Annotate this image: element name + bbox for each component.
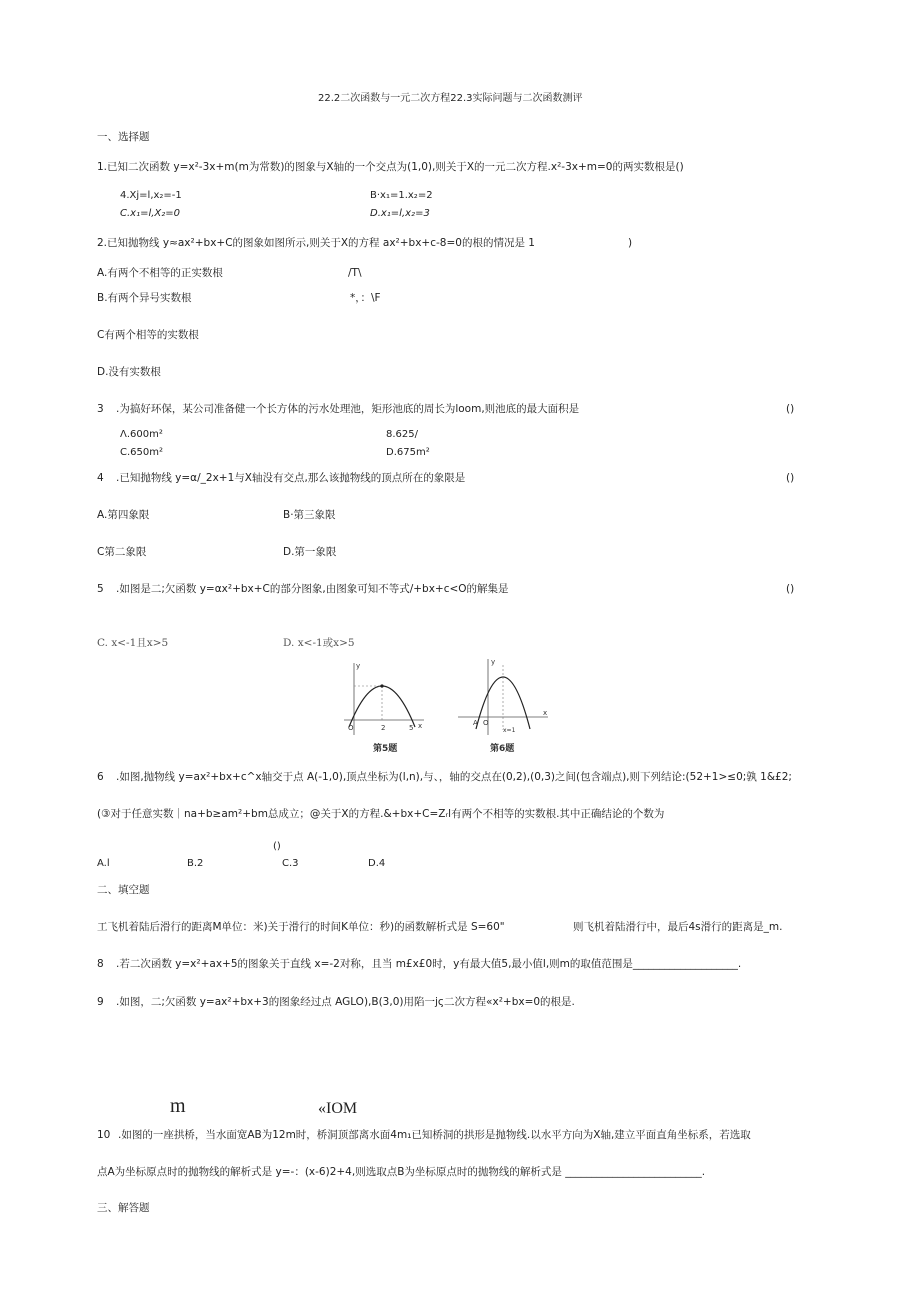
question-1-option-a: 4.Xj=l,x₂=-1 — [120, 190, 182, 201]
question-6-stem-line-2: (③对于任意实数｜na+b≥am²+bm总成立；@关于X的方程.&+bx+C=Zᵣl有两个不相等的实数根.其中正确结论的个数为 — [97, 808, 665, 820]
question-8-stem: .若二次函数 y=x²+ax+5的图象关于直线 x=-2对称，且当 m£x£0时，y有最大值5,最小值l,则m的取值范围是____________________. — [116, 958, 742, 970]
question-6-option-c: C.3 — [282, 858, 299, 869]
question-4-option-c: C第二象限 — [97, 546, 147, 558]
question-9-number: 9 — [97, 996, 104, 1008]
question-2-figure-fragment-1: /T\ — [348, 267, 362, 279]
figure-q6-label-axis: x=1 — [503, 727, 516, 734]
figure-q6-caption: 第6题 — [490, 744, 515, 754]
question-10-stem: .如图的一座拱桥，当水面宽AB为12m时，桥洞顶部离水面4m₁已知桥洞的拱形是抛物线.以水平方向为X轴,建立平面直角坐标系，若选取 — [118, 1129, 751, 1141]
figure-q5-label-origin: O — [348, 724, 354, 732]
figure-q6-label-y: y — [491, 658, 496, 666]
question-6-option-d: D.4 — [368, 858, 386, 869]
question-7-stem-tail: 则飞机着陆滑行中，最后4s滑行的距离是_m. — [573, 921, 783, 933]
figure-q6-graph — [458, 658, 548, 754]
stray-fragment-iom: «IOM — [318, 1100, 358, 1117]
question-2-option-d: D.没有实数根 — [97, 366, 161, 378]
question-5-paren: () — [786, 583, 795, 595]
question-8-number: 8 — [97, 958, 104, 970]
figure-q5-graph — [344, 662, 424, 754]
figure-q5-label-2: 2 — [381, 724, 386, 732]
question-3-stem: .为搞好环保，某公司准备健一个长方体的污水处理池，矩形池底的周长为loom,则池底的最大面积是 — [116, 403, 580, 415]
question-7-stem: 工飞机着陆后滑行的距离M单位：米)关于滑行的时间K单位：秒)的函数解析式是 S=60" — [97, 921, 505, 933]
question-6-number: 6 — [97, 771, 104, 783]
figure-q5-label-x: x — [418, 722, 423, 730]
question-2-paren: ) — [628, 237, 633, 249]
question-1-option-d: D.x₁=l,x₂=3 — [370, 208, 430, 219]
question-4-number: 4 — [97, 472, 104, 484]
figures-q5-q6 — [340, 655, 565, 760]
question-1-option-b: B·x₁=1.x₂=2 — [370, 190, 433, 201]
figure-q6-label-x: x — [543, 709, 548, 717]
figure-q6-label-origin: O — [483, 719, 489, 727]
question-1-stem: 1.已知二次函数 y=x²-3x+m(m为常数)的图象与X轴的一个交点为(1,0),则关于X的一元二次方程.x²-3x+m=0的两实数根是() — [97, 161, 684, 173]
question-2-option-a: A.有两个不相等的正实数根 — [97, 267, 223, 279]
figure-q5-label-y: y — [356, 662, 361, 670]
question-4-option-b: B·第三象限 — [283, 509, 336, 521]
question-3-paren: () — [786, 403, 795, 415]
question-6-paren: () — [273, 841, 281, 852]
figure-q6-label-a: A — [473, 719, 478, 727]
section-heading-fill: 二、填空题 — [97, 884, 150, 896]
question-10-number: 10 — [97, 1129, 111, 1141]
question-1-option-c: C.x₁=l,X₂=0 — [120, 208, 181, 219]
question-3-option-d: D.675m² — [386, 447, 430, 458]
question-3-option-c: C.650m² — [120, 447, 163, 458]
question-4-option-d: D.第一象限 — [283, 546, 337, 558]
question-6-option-a: A.l — [97, 858, 110, 869]
figure-q5-caption: 第5题 — [373, 744, 398, 754]
stray-fragment-m: m — [170, 1095, 186, 1117]
question-6-option-b: B.2 — [187, 858, 204, 869]
question-5-stem: .如图是二;欠函数 y=αx²+bx+C的部分图象,由图象可知不等式/+bx+c<O的解集是 — [116, 583, 509, 595]
question-4-stem: .已知抛物线 y=α/_2x+1与X轴没有交点,那么该抛物线的顶点所在的象限是 — [116, 472, 466, 484]
section-heading-choice: 一、选择题 — [97, 131, 150, 143]
question-2-figure-fragment-2: *，：\F — [350, 292, 381, 304]
question-3-option-a: Λ.600m² — [120, 429, 163, 440]
figure-q5-label-5: 5 — [409, 724, 414, 732]
question-6-stem: .如图,抛物线 y=ax²+bx+c^x轴交于点 A(-1,0),顶点坐标为(l,n),与、，轴的交点在(0,2),(0,3)之间(包含端点),则下列结论:(52+1>≤0;孰 1&£2; — [116, 771, 792, 783]
question-2-stem: 2.已知抛物线 y≈ax²+bx+C的图象如图所示,则关于X的方程 ax²+bx+c-8=0的根的情况是 1 — [97, 237, 535, 249]
question-5-option-c: C. x<-1且x>5 — [97, 637, 169, 649]
question-4-option-a: A.第四象限 — [97, 509, 150, 521]
section-heading-answer: 三、解答题 — [97, 1202, 150, 1214]
question-2-option-c: C有两个相等的实数根 — [97, 329, 199, 341]
question-3-number: 3 — [97, 403, 104, 415]
question-5-option-d: D. x<-1或x>5 — [283, 637, 355, 649]
question-3-option-b: 8.625/ — [386, 429, 418, 440]
question-4-paren: () — [786, 472, 795, 484]
question-2-option-b: B.有两个异号实数根 — [97, 292, 192, 304]
question-10-stem-line-2: 点A为坐标原点时的抛物线的解析式是 y=-：(x-6)2+4,则选取点B为坐标原点时的抛物线的解析式是 __________________________. — [97, 1166, 706, 1178]
question-5-number: 5 — [97, 583, 104, 595]
question-9-stem: .如图，二;欠函数 y=ax²+bx+3的图象经过点 AGLO),B(3,0)用陷一jς二次方程«x²+bx=0的根是. — [116, 996, 575, 1008]
page-title: 22.2二次函数与一元二次方程22.3实际问题与二次函数测评 — [318, 93, 583, 104]
